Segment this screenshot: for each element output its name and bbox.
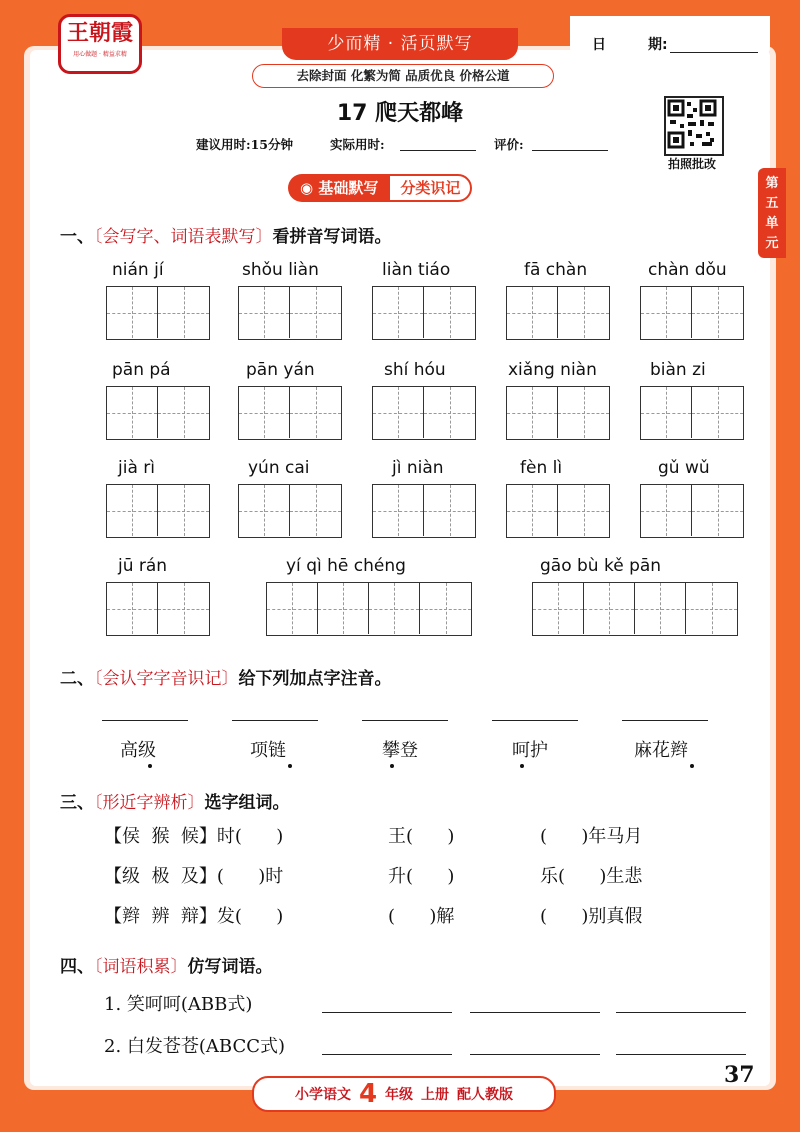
exercise-item: 2. 白发苍苍(ABCC式) bbox=[104, 1036, 286, 1057]
exercise-item: ( )解 bbox=[388, 906, 455, 927]
badge-basic: ◉ 基础默写 bbox=[288, 174, 388, 202]
section1-heading: 一、〔会写字、词语表默写〕看拼音写词语。 bbox=[60, 227, 392, 247]
pinyin: liàn tiáo bbox=[382, 260, 451, 280]
answer-line[interactable] bbox=[322, 1012, 452, 1013]
answer-line[interactable] bbox=[232, 720, 318, 721]
pinyin: fā chàn bbox=[524, 260, 588, 280]
exercise-item: 【侯 猴 候】时( ) bbox=[104, 826, 284, 847]
word: 麻花辫 bbox=[634, 740, 688, 761]
pinyin: shǒu liàn bbox=[242, 260, 319, 280]
pinyin: nián jí bbox=[112, 260, 164, 280]
char-grid-2[interactable] bbox=[506, 286, 610, 340]
exercise-item: 升( ) bbox=[388, 866, 455, 887]
answer-line[interactable] bbox=[622, 720, 708, 721]
char-grid-2[interactable] bbox=[238, 386, 342, 440]
day-label: 日 bbox=[592, 37, 606, 53]
char-grid-4[interactable] bbox=[532, 582, 738, 636]
brand-logo: 王朝霞 用心做题 · 精益求精 bbox=[58, 14, 142, 74]
section-badge bbox=[288, 174, 472, 202]
char-grid-4[interactable] bbox=[266, 582, 472, 636]
word: 高级 bbox=[120, 740, 156, 761]
exercise-item: ( )别真假 bbox=[540, 906, 643, 927]
suggested-time: 建议用时:15分钟 bbox=[196, 137, 294, 152]
answer-line[interactable] bbox=[362, 720, 448, 721]
word: 攀登 bbox=[382, 740, 418, 761]
section2-tag: 会认字字音识记 bbox=[102, 669, 222, 689]
section3-tag: 形近字辨析 bbox=[102, 793, 188, 813]
slogan: 去除封面 化繁为简 品质优良 价格公道 bbox=[252, 64, 554, 88]
char-grid-2[interactable] bbox=[506, 386, 610, 440]
date-label: 期: bbox=[648, 37, 668, 53]
qr-code-icon[interactable] bbox=[664, 96, 724, 156]
section4-tag: 词语积累 bbox=[102, 957, 171, 977]
emphasis-dot bbox=[390, 764, 394, 768]
pinyin: jū rán bbox=[118, 556, 168, 576]
answer-line[interactable] bbox=[470, 1012, 600, 1013]
answer-line[interactable] bbox=[102, 720, 188, 721]
pinyin: yún cai bbox=[248, 458, 310, 478]
actual-time-label: 实际用时: bbox=[330, 137, 385, 152]
date-box bbox=[570, 16, 770, 54]
pinyin: gāo bù kě pān bbox=[540, 556, 662, 576]
pinyin: gǔ wǔ bbox=[658, 458, 710, 478]
word: 项链 bbox=[250, 740, 286, 761]
answer-line[interactable] bbox=[470, 1054, 600, 1055]
exercise-item: ( )年马月 bbox=[540, 826, 643, 847]
char-grid-2[interactable] bbox=[106, 386, 210, 440]
word: 呵护 bbox=[512, 740, 548, 761]
qr-label: 拍照批改 bbox=[667, 157, 716, 171]
section2-heading: 二、〔会认字字音识记〕给下列加点字注音。 bbox=[60, 669, 392, 689]
section4-heading: 四、〔词语积累〕仿写词语。 bbox=[60, 957, 273, 977]
answer-line[interactable] bbox=[616, 1012, 746, 1013]
answer-line[interactable] bbox=[616, 1054, 746, 1055]
pinyin: fèn lì bbox=[520, 458, 563, 478]
char-grid-2[interactable] bbox=[640, 286, 744, 340]
footer-edition: 配人教版 bbox=[457, 1087, 514, 1103]
char-grid-2[interactable] bbox=[238, 484, 342, 538]
char-grid-2[interactable] bbox=[106, 286, 210, 340]
pinyin: xiǎng niàn bbox=[508, 360, 597, 380]
section3-heading: 三、〔形近字辨析〕选字组词。 bbox=[60, 793, 290, 813]
series-banner: 少而精 · 活页默写 bbox=[282, 28, 518, 60]
char-grid-2[interactable] bbox=[640, 484, 744, 538]
char-grid-2[interactable] bbox=[372, 286, 476, 340]
footer-term: 上册 bbox=[421, 1087, 450, 1103]
unit-tab-label: 第五单元 bbox=[765, 176, 779, 251]
evaluation-label: 评价: bbox=[494, 137, 524, 152]
pinyin: jì niàn bbox=[392, 458, 444, 478]
pinyin: pān pá bbox=[112, 360, 171, 380]
char-grid-2[interactable] bbox=[640, 386, 744, 440]
emphasis-dot bbox=[690, 764, 694, 768]
footer-grade: 年级 bbox=[385, 1087, 414, 1103]
char-grid-2[interactable] bbox=[106, 484, 210, 538]
emphasis-dot bbox=[148, 764, 152, 768]
pinyin: jià rì bbox=[118, 458, 155, 478]
footer-grade-num: 4 bbox=[358, 1079, 378, 1109]
date-field[interactable] bbox=[670, 52, 758, 53]
char-grid-2[interactable] bbox=[506, 484, 610, 538]
exercise-item: 【辫 辨 辩】发( ) bbox=[104, 906, 284, 927]
pinyin: pān yán bbox=[246, 360, 315, 380]
pinyin: biàn zi bbox=[650, 360, 706, 380]
char-grid-2[interactable] bbox=[372, 386, 476, 440]
unit-tab bbox=[758, 168, 786, 258]
char-grid-2[interactable] bbox=[106, 582, 210, 636]
pinyin: shí hóu bbox=[384, 360, 446, 380]
actual-time-field[interactable] bbox=[400, 150, 476, 151]
page-number: 37 bbox=[724, 1062, 755, 1088]
exercise-item: 乐( )生悲 bbox=[540, 866, 643, 887]
char-grid-2[interactable] bbox=[238, 286, 342, 340]
pinyin: chàn dǒu bbox=[648, 260, 727, 280]
answer-line[interactable] bbox=[322, 1054, 452, 1055]
emphasis-dot bbox=[520, 764, 524, 768]
lesson-title: 17 爬天都峰 bbox=[336, 101, 464, 126]
exercise-item: 【级 极 及】( )时 bbox=[104, 866, 284, 887]
evaluation-field[interactable] bbox=[532, 150, 608, 151]
footer-subject: 小学语文 bbox=[294, 1087, 351, 1103]
answer-line[interactable] bbox=[492, 720, 578, 721]
pinyin: yí qì hē chéng bbox=[286, 556, 406, 576]
footer-bar bbox=[252, 1076, 556, 1112]
emphasis-dot bbox=[288, 764, 292, 768]
medal-icon: ◉ bbox=[300, 179, 319, 197]
exercise-item: 1. 笑呵呵(ABB式) bbox=[104, 994, 253, 1015]
badge-category: 分类识记 bbox=[388, 174, 472, 202]
section1-tag: 会写字、词语表默写 bbox=[102, 227, 256, 247]
char-grid-2[interactable] bbox=[372, 484, 476, 538]
exercise-item: 王( ) bbox=[388, 826, 455, 847]
